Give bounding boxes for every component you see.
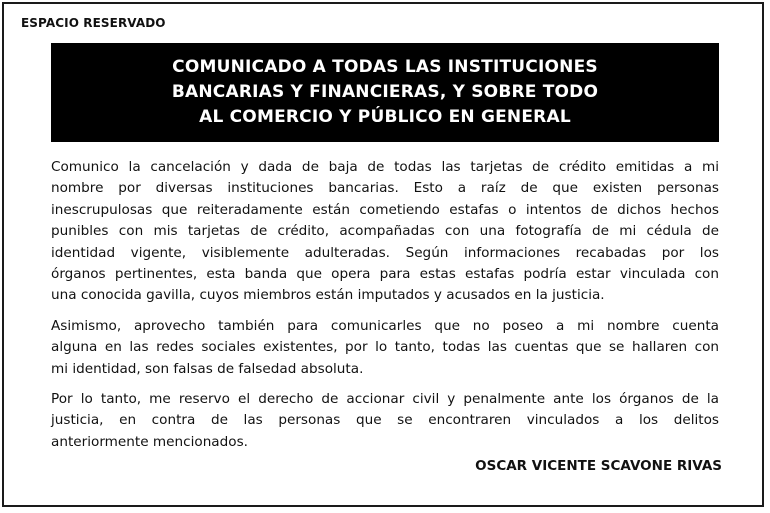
text-line: punibles con mis tarjetas de crédito, acompañadas con una fotografía de mi cédula de xyxy=(51,223,719,240)
paragraph-legal-reservation xyxy=(51,389,719,453)
headline-line: COMUNICADO A TODAS LAS INSTITUCIONES xyxy=(172,57,598,77)
text-line: anteriormente mencionados. xyxy=(51,433,248,450)
headline-banner xyxy=(51,43,719,142)
signature-name: OSCAR VICENTE SCAVONE RIVAS xyxy=(475,458,722,474)
text-line: inescrupulosas que reiteradamente están cometiendo estafas o intentos de dichos hechos xyxy=(51,201,719,218)
headline-line: BANCARIAS Y FINANCIERAS, Y SOBRE TODO xyxy=(171,82,599,102)
text-line: identidad vigente, visiblemente adulteradas. Según informaciones recabadas por los xyxy=(51,244,719,261)
headline-line: AL COMERCIO Y PÚBLICO EN GENERAL xyxy=(199,107,571,127)
paragraph-social-accounts xyxy=(51,316,719,380)
text-line: justicia, en contra de las personas que se encontraren vinculados a los delitos xyxy=(51,412,719,429)
text-line: órganos pertinentes, esta banda que opera para estas estafas podría estar vinculada con xyxy=(51,266,719,283)
notice-body xyxy=(51,157,719,462)
text-line: una conocida gavilla, cuyos miembros están imputados y acusados en la justicia. xyxy=(51,287,605,304)
text-line: alguna en las redes sociales existentes, por lo tanto, todas las cuentas que se hallaren con xyxy=(51,339,719,356)
text-line: Por lo tanto, me reservo el derecho de accionar civil y penalmente ante los órganos de la xyxy=(51,391,719,408)
text-line: mi identidad, son falsas de falsedad absoluta. xyxy=(51,360,364,377)
reserved-space-label: ESPACIO RESERVADO xyxy=(21,16,166,30)
text-line: nombre por diversas instituciones bancarias. Esto a raíz de que existen personas xyxy=(51,180,719,197)
text-line: Comunico la cancelación y dada de baja de todas las tarjetas de crédito emitidas a mi xyxy=(51,159,719,175)
text-line: Asimismo, aprovecho también para comunicarles que no poseo a mi nombre cuenta xyxy=(51,317,719,334)
paragraph-card-cancellation xyxy=(51,157,719,307)
